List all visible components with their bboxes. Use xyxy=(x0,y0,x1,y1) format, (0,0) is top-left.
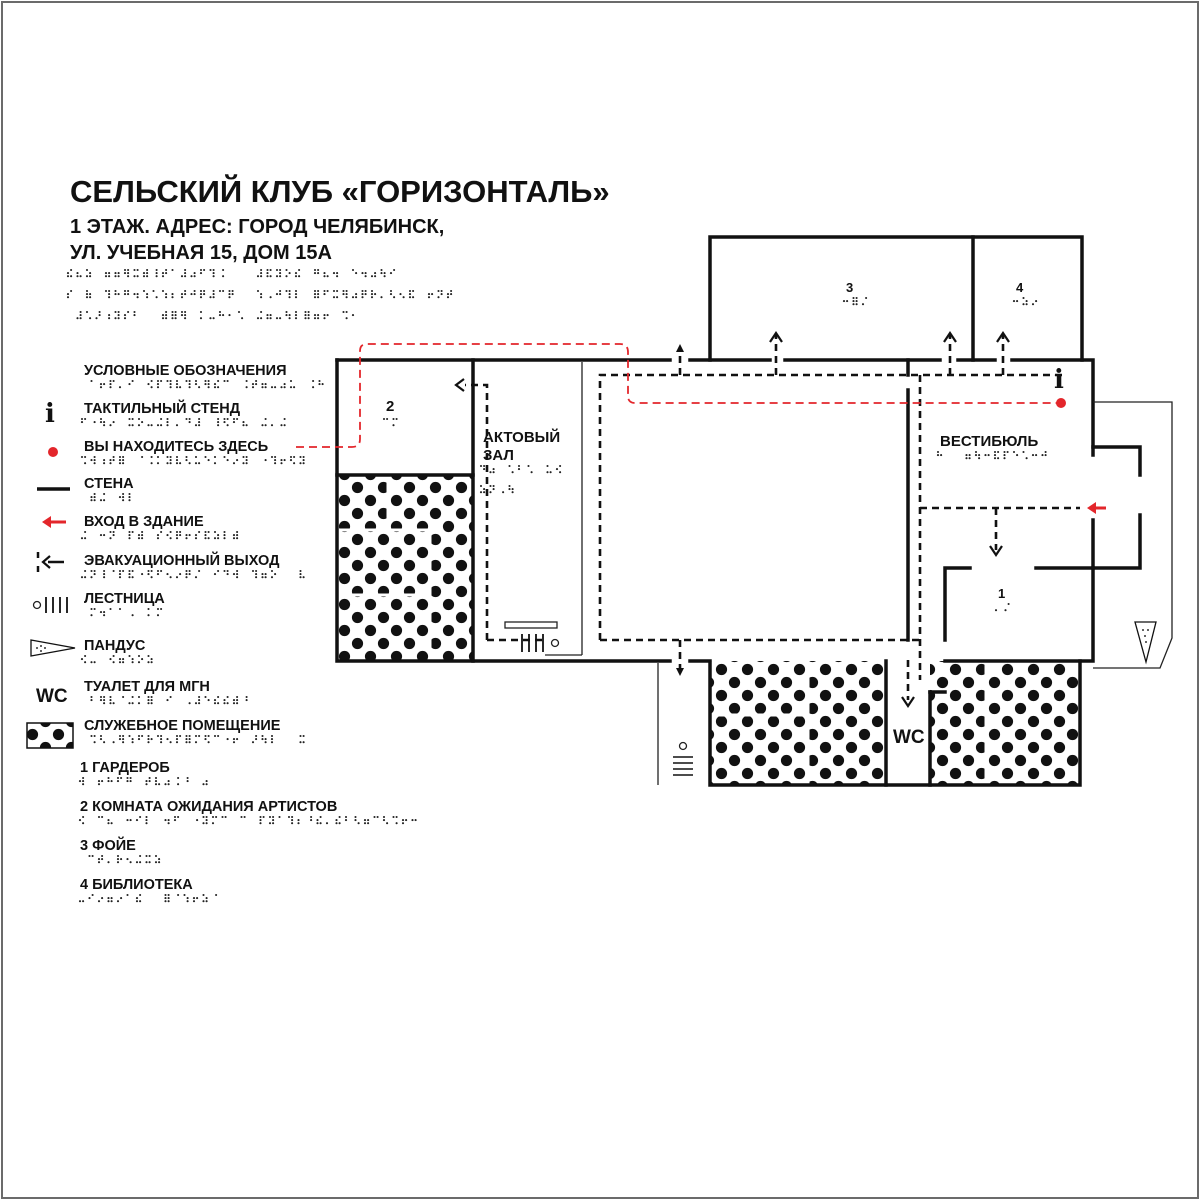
room-braille xyxy=(937,451,1047,459)
legend-heading-braille xyxy=(90,380,323,388)
service-room-pattern-icon xyxy=(27,723,73,748)
floor-plan xyxy=(296,237,1172,785)
evacuation-exit-icon xyxy=(456,333,1009,706)
legend-braille xyxy=(88,855,160,863)
stairs-icon xyxy=(673,743,693,776)
entrance-arrow-icon xyxy=(42,516,66,528)
legend-braille xyxy=(90,735,304,743)
legend-room-4: 4 БИБЛИОТЕКА xyxy=(80,877,193,893)
legend-heading: УСЛОВНЫЕ ОБОЗНАЧЕНИЯ xyxy=(84,363,287,379)
legend-braille xyxy=(79,894,217,902)
stairs-icon xyxy=(34,597,68,613)
legend-label-service-room: СЛУЖЕБНОЕ ПОМЕЩЕНИЕ xyxy=(84,718,281,734)
legend-braille xyxy=(79,816,417,824)
header-braille-text xyxy=(76,311,354,319)
legend-room-3: 3 ФОЙЕ xyxy=(80,838,136,854)
legend-label-you-are-here: ВЫ НАХОДИТЕСЬ ЗДЕСЬ xyxy=(84,439,269,455)
header-braille-text xyxy=(67,290,452,298)
legend-braille xyxy=(90,696,247,704)
assembly-hall-label: АКТОВЫЙ xyxy=(483,429,561,446)
you-are-here-icon xyxy=(48,447,58,457)
legend-braille xyxy=(90,608,162,616)
room-number-2: 2 xyxy=(386,398,395,415)
ramp-icon xyxy=(1135,622,1156,662)
legend-label-evacuation-exit: ЭВАКУАЦИОННЫЙ ВЫХОД xyxy=(84,553,280,569)
ramp-icon xyxy=(31,640,75,656)
header-braille-text xyxy=(67,269,395,277)
legend-braille xyxy=(81,418,286,426)
legend-braille xyxy=(90,493,130,501)
address-line-1: 1 ЭТАЖ. АДРЕС: ГОРОД ЧЕЛЯБИНСК, xyxy=(70,216,445,238)
legend-braille xyxy=(81,531,238,539)
room-number-3: 3 xyxy=(846,280,854,295)
sign-title: СЕЛЬСКИЙ КЛУБ «ГОРИЗОНТАЛЬ» xyxy=(70,174,610,209)
service-room xyxy=(710,661,886,785)
legend-braille xyxy=(81,655,153,663)
room-number-1: 1 xyxy=(998,586,1006,601)
legend-room-1: 1 ГАРДЕРОБ xyxy=(80,760,170,776)
assembly-hall-label: ЗАЛ xyxy=(483,447,514,464)
info-icon: i xyxy=(45,399,55,429)
service-room xyxy=(930,661,1080,785)
room-braille xyxy=(995,603,1010,611)
room-braille xyxy=(383,418,398,426)
legend-braille xyxy=(81,570,305,578)
legend-label-wall: СТЕНА xyxy=(84,476,134,492)
you-are-here-icon xyxy=(1056,398,1066,408)
legend-label-tactile-stand: ТАКТИЛЬНЫЙ СТЕНД xyxy=(84,401,241,417)
info-icon: i xyxy=(1054,365,1064,395)
address-line-2: УЛ. УЧЕБНАЯ 15, ДОМ 15А xyxy=(70,242,332,264)
room-braille xyxy=(1013,297,1037,305)
room-braille xyxy=(480,465,561,473)
legend-label-wc: ТУАЛЕТ ДЛЯ МГН xyxy=(84,679,210,695)
legend-room-2: 2 КОМНАТА ОЖИДАНИЯ АРТИСТОВ xyxy=(80,799,338,815)
wc-icon: WC xyxy=(893,727,925,748)
legend-label-ramp: ПАНДУС xyxy=(84,638,146,654)
entrance-arrow-icon xyxy=(1087,502,1106,514)
room-braille xyxy=(843,297,867,305)
stairs-icon xyxy=(522,634,559,652)
room-braille xyxy=(480,485,514,493)
vestibule-label: ВЕСТИБЮЛЬ xyxy=(940,433,1039,450)
room-number-4: 4 xyxy=(1016,280,1024,295)
service-room xyxy=(337,475,473,661)
evacuation-exit-icon xyxy=(38,552,64,572)
entrance-vestibule xyxy=(1093,402,1172,668)
legend-braille xyxy=(79,777,208,785)
legend-label-entrance: ВХОД В ЗДАНИЕ xyxy=(84,514,204,530)
legend-label-stairs: ЛЕСТНИЦА xyxy=(84,591,165,607)
legend-braille xyxy=(81,456,305,464)
wc-icon: WC xyxy=(36,686,68,707)
